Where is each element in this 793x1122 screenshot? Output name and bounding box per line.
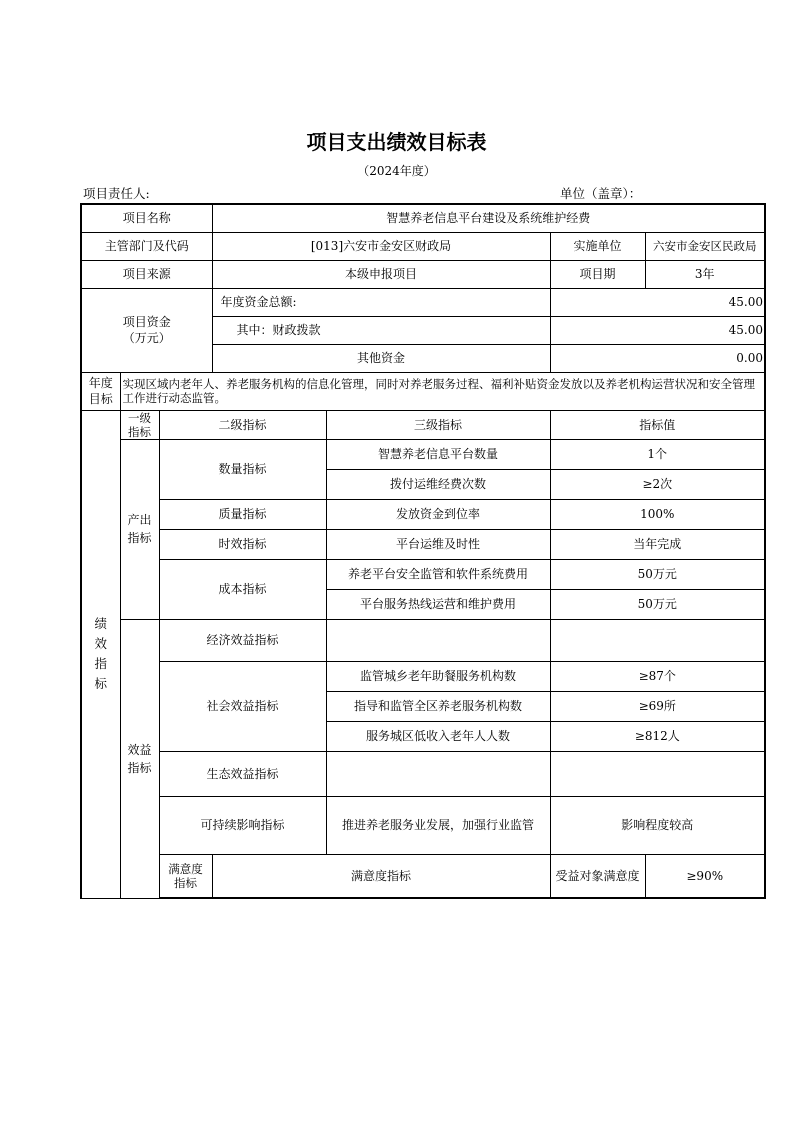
annual-objective-text: 实现区域内老年人、养老服务机构的信息化管理，同时对养老服务过程、福利补贴资金发放以及养老机构运营状况和安全管理工作进行动态监管。 <box>120 372 765 410</box>
row-source <box>81 260 765 288</box>
row-objective <box>81 372 765 410</box>
quality-indicator-label: 质量指标 <box>159 499 326 529</box>
timeliness-item-name: 平台运维及时性 <box>326 529 550 559</box>
row-ecological <box>81 751 765 796</box>
satisfaction-indicator-label: 满意度指标 <box>212 854 550 898</box>
funds-fiscal-label: 其中：财政拨款 <box>212 316 550 344</box>
satisfaction-level1-label: 满意度指标 <box>159 854 212 898</box>
output-indicators-label: 产出指标 <box>120 439 159 619</box>
social-item-1-name: 监管城乡老年助餐服务机构数 <box>326 661 550 691</box>
social-indicator-label: 社会效益指标 <box>159 661 326 751</box>
row-timeliness <box>81 529 765 559</box>
annual-objective-label: 年度 目标 <box>81 372 120 410</box>
responsible-person-label: 项目责任人: <box>83 186 150 201</box>
row-indicator-header <box>81 410 765 439</box>
social-item-3-value: ≥812人 <box>550 721 765 751</box>
header-level2: 二级指标 <box>159 410 326 439</box>
cost-item-1-value: 50万元 <box>550 559 765 589</box>
cost-item-2-value: 50万元 <box>550 589 765 619</box>
header-value: 指标值 <box>550 410 765 439</box>
row-department <box>81 232 765 260</box>
social-item-2-name: 指导和监管全区养老服务机构数 <box>326 691 550 721</box>
department-label: 主管部门及代码 <box>81 232 212 260</box>
sustainable-item-value: 影响程度较高 <box>550 796 765 854</box>
economic-item-value <box>550 619 765 661</box>
row-project-name <box>81 204 765 232</box>
satisfaction-item-value: ≥90% <box>645 854 765 898</box>
ecological-item-name <box>326 751 550 796</box>
unit-seal-label: 单位（盖章）： <box>560 186 642 201</box>
project-period-label: 项目期 <box>550 260 645 288</box>
funds-other-label: 其他资金 <box>212 344 550 372</box>
funds-fiscal-value: 45.00 <box>550 316 765 344</box>
sustainable-indicator-label: 可持续影响指标 <box>159 796 326 854</box>
economic-item-name <box>326 619 550 661</box>
cost-item-2-name: 平台服务热线运营和维护费用 <box>326 589 550 619</box>
implementing-unit-label: 实施单位 <box>550 232 645 260</box>
header-level3: 三级指标 <box>326 410 550 439</box>
row-satisfaction <box>81 854 765 898</box>
row-quality <box>81 499 765 529</box>
economic-indicator-label: 经济效益指标 <box>159 619 326 661</box>
benefit-indicators-label: 效益指标 <box>120 619 159 898</box>
sustainable-item-name: 推进养老服务业发展，加强行业监管 <box>326 796 550 854</box>
satisfaction-item-name: 受益对象满意度 <box>550 854 645 898</box>
project-period-value: 3年 <box>645 260 765 288</box>
social-item-3-name: 服务城区低收入老年人人数 <box>326 721 550 751</box>
timeliness-indicator-label: 时效指标 <box>159 529 326 559</box>
quantity-item-2-value: ≥2次 <box>550 469 765 499</box>
implementing-unit-value: 六安市金安区民政局 <box>645 232 765 260</box>
cost-item-1-name: 养老平台安全监管和软件系统费用 <box>326 559 550 589</box>
funds-total-label: 年度资金总额: <box>212 288 550 316</box>
quantity-item-2-name: 拨付运维经费次数 <box>326 469 550 499</box>
quality-item-name: 发放资金到位率 <box>326 499 550 529</box>
cost-indicator-label: 成本指标 <box>159 559 326 619</box>
project-funds-label: 项目资金 （万元） <box>81 288 212 372</box>
header-level1: 一级指标 <box>120 410 159 439</box>
row-quantity-1 <box>81 439 765 469</box>
quality-item-value: 100% <box>550 499 765 529</box>
project-source-value: 本级申报项目 <box>212 260 550 288</box>
funds-total-value: 45.00 <box>550 288 765 316</box>
row-sustainable <box>81 796 765 854</box>
project-name-value: 智慧养老信息平台建设及系统维护经费 <box>212 204 765 232</box>
row-cost-1 <box>81 559 765 589</box>
quantity-item-1-value: 1个 <box>550 439 765 469</box>
timeliness-item-value: 当年完成 <box>550 529 765 559</box>
social-item-2-value: ≥69所 <box>550 691 765 721</box>
performance-target-table <box>80 203 766 899</box>
quantity-indicator-label: 数量指标 <box>159 439 326 499</box>
project-name-label: 项目名称 <box>81 204 212 232</box>
row-economic <box>81 619 765 661</box>
ecological-indicator-label: 生态效益指标 <box>159 751 326 796</box>
funds-other-value: 0.00 <box>550 344 765 372</box>
project-source-label: 项目来源 <box>81 260 212 288</box>
department-value: [013]六安市金安区财政局 <box>212 232 550 260</box>
social-item-1-value: ≥87个 <box>550 661 765 691</box>
performance-indicators-label: 绩效指标 <box>81 410 120 898</box>
row-funds-total <box>81 288 765 316</box>
row-social-1 <box>81 661 765 691</box>
quantity-item-1-name: 智慧养老信息平台数量 <box>326 439 550 469</box>
page-title: 项目支出绩效目标表 <box>306 130 487 154</box>
ecological-item-value <box>550 751 765 796</box>
year-subtitle: （2024年度） <box>357 164 436 178</box>
